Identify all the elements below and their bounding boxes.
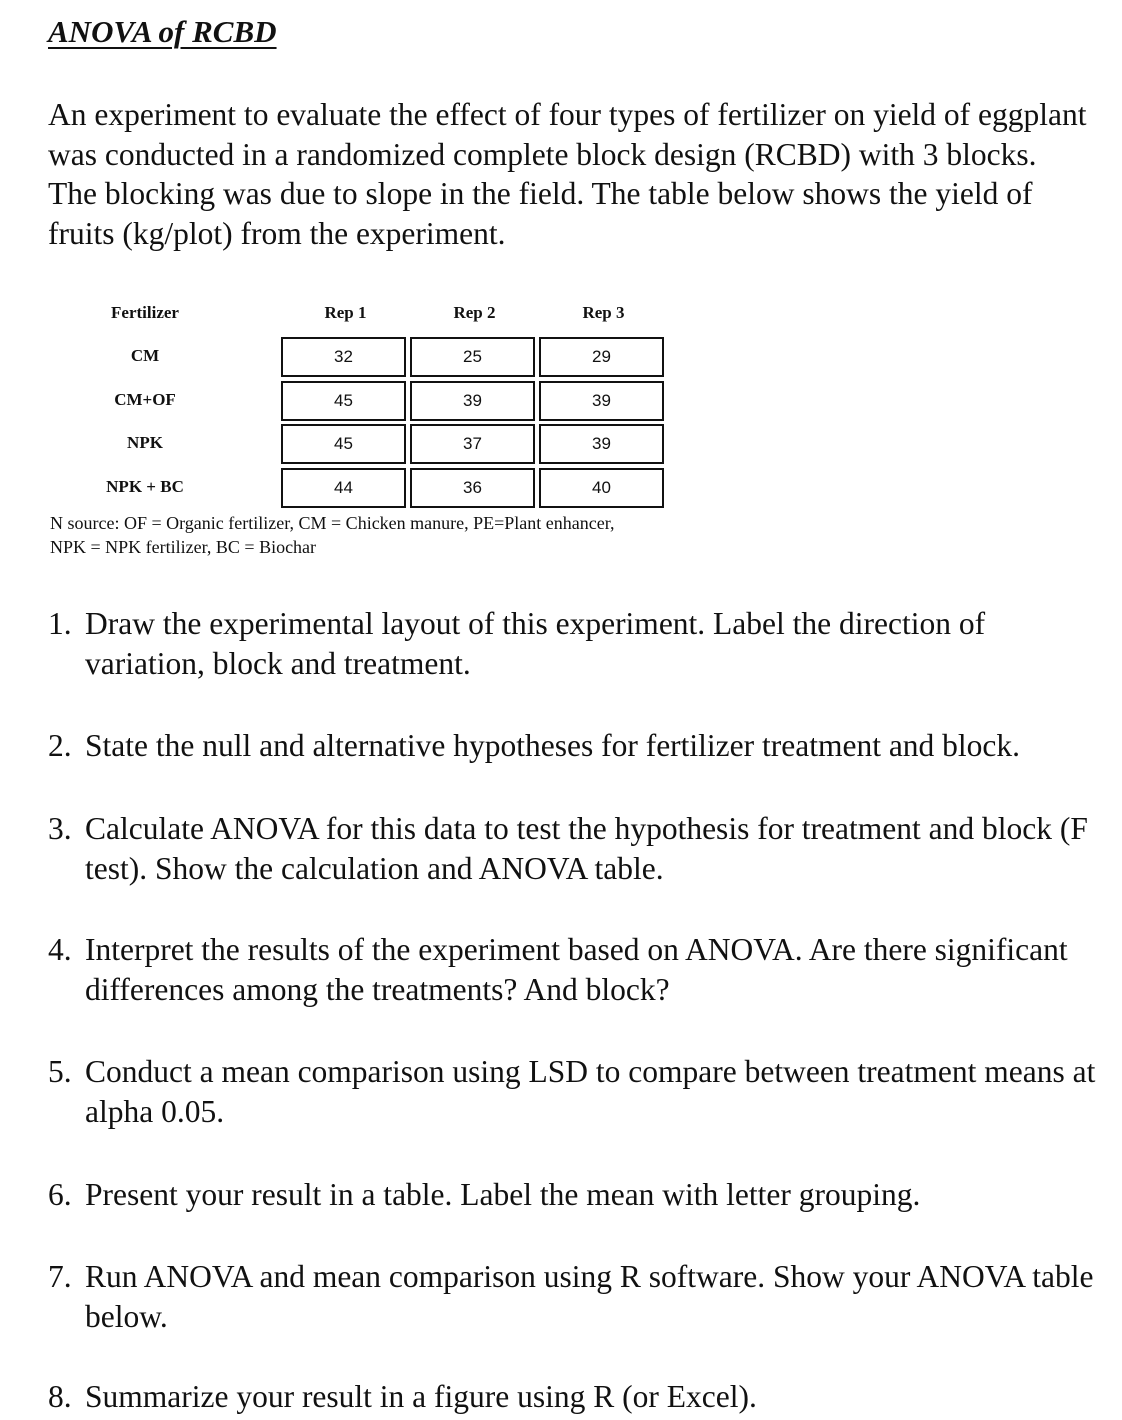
question-text: Run ANOVA and mean comparison using R software. Show your ANOVA table below. [85,1259,1094,1334]
table-cell: 39 [539,424,664,464]
table-cell: 44 [281,468,406,508]
question-2 [48,726,1108,766]
table-cell: 45 [281,381,406,421]
question-number: 1. [48,606,72,641]
question-8 [48,1377,1108,1417]
table-cell: 40 [539,468,664,508]
question-number: 4. [48,932,72,967]
table-cell: 36 [410,468,535,508]
table-header-fertilizer: Fertilizer [111,303,179,322]
question-number: 8. [48,1379,72,1414]
question-number: 2. [48,728,72,763]
table-cell: 25 [410,337,535,377]
table-cell: 45 [281,424,406,464]
table-footnote [50,511,615,559]
table-header-rep-1: Rep 1 [324,303,367,322]
table-cell: 39 [410,381,535,421]
table-cell: 29 [539,337,664,377]
question-3 [48,809,1108,888]
table-row-label: NPK + BC [106,477,184,496]
question-7 [48,1257,1108,1336]
question-text: Summarize your result in a figure using R (or Excel). [85,1379,757,1414]
table-row-label: CM+OF [114,390,176,409]
question-text: Interpret the results of the experiment based on ANOVA. Are there significant differences among the treatments? And block? [85,932,1068,1007]
table-header-rep-3: Rep 3 [582,303,625,322]
question-1 [48,604,1108,683]
page-title: ANOVA of RCBD [48,14,277,49]
table-cell: 37 [410,424,535,464]
footnote-line-1: N source: OF = Organic fertilizer, CM = Chicken manure, PE=Plant enhancer, [50,513,615,533]
question-number: 7. [48,1259,72,1294]
question-6 [48,1175,1108,1215]
table-row-label: CM [130,346,160,365]
table-cell: 32 [281,337,406,377]
question-number: 5. [48,1054,72,1089]
yield-table [0,0,1122,560]
question-text: Conduct a mean comparison using LSD to compare between treatment means at alpha 0.05. [85,1054,1096,1129]
question-number: 6. [48,1177,72,1212]
question-4 [48,930,1108,1009]
table-row-label: NPK [127,433,163,452]
question-text: Draw the experimental layout of this experiment. Label the direction of variation, block and treatment. [85,606,986,681]
table-header-rep-2: Rep 2 [453,303,496,322]
question-text: Present your result in a table. Label the mean with letter grouping. [85,1177,921,1212]
footnote-line-2: NPK = NPK fertilizer, BC = Biochar [50,537,317,557]
table-cell: 39 [539,381,664,421]
question-number: 3. [48,811,72,846]
question-5 [48,1052,1108,1131]
question-text: Calculate ANOVA for this data to test the hypothesis for treatment and block (F test). Show the calculation and ANOVA table. [85,811,1088,886]
question-text: State the null and alternative hypotheses for fertilizer treatment and block. [85,728,1021,763]
intro-paragraph: An experiment to evaluate the effect of four types of fertilizer on yield of eggplant was conducted in a randomized complete block design (RCBD) with 3 blocks. The blocking was due to slope in the field. The table below shows the yield of fruits (kg/plot) from the experiment. [48,97,1087,251]
